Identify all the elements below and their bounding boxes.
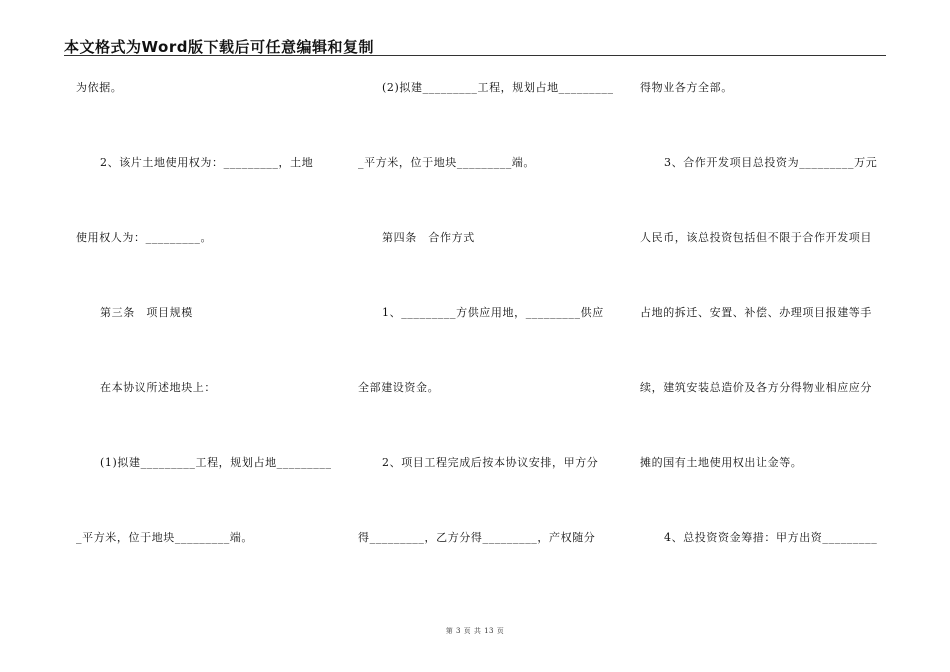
text-line: 4、总投资资金筹措：甲方出资_________ — [664, 531, 878, 544]
page-number-footer: 第 3 页 共 13 页 — [445, 627, 505, 635]
text-line: (1)拟建_________工程，规划占地_________ — [100, 456, 332, 469]
text-line: 为依据。 — [76, 81, 123, 94]
header-divider — [64, 55, 886, 56]
text-line: 在本协议所述地块上： — [100, 381, 216, 394]
text-line: 摊的国有土地使用权出让金等。 — [640, 456, 803, 469]
text-line: 2、项目工程完成后按本协议安排，甲方分 — [382, 456, 599, 469]
text-line: 占地的拆迁、安置、补偿、办理项目报建等手 — [640, 306, 872, 319]
text-line: 3、合作开发项目总投资为_________万元 — [664, 156, 878, 169]
document-header-title: 本文格式为Word版下载后可任意编辑和复制 — [64, 38, 374, 56]
text-line: _平方米，位于地块_________端。 — [76, 531, 253, 544]
text-line: 使用权人为：_________。 — [76, 231, 213, 244]
section-heading: 第三条 项目规模 — [100, 306, 193, 319]
section-heading: 第四条 合作方式 — [382, 231, 475, 244]
text-line: 得物业各方全部。 — [640, 81, 733, 94]
text-line: 2、该片土地使用权为：_________，土地 — [100, 156, 314, 169]
text-line: 得_________，乙方分得_________，产权随分 — [358, 531, 596, 544]
text-line: 人民币，该总投资包括但不限于合作开发项目 — [640, 231, 872, 244]
text-line: 全部建设资金。 — [358, 381, 440, 394]
text-line: 1、_________方供应用地，_________供应 — [382, 306, 604, 319]
text-line: _平方米，位于地块_________端。 — [358, 156, 535, 169]
text-line: (2)拟建_________工程，规划占地_________ — [382, 81, 614, 94]
text-line: 续，建筑安装总造价及各方分得物业相应应分 — [640, 381, 872, 394]
